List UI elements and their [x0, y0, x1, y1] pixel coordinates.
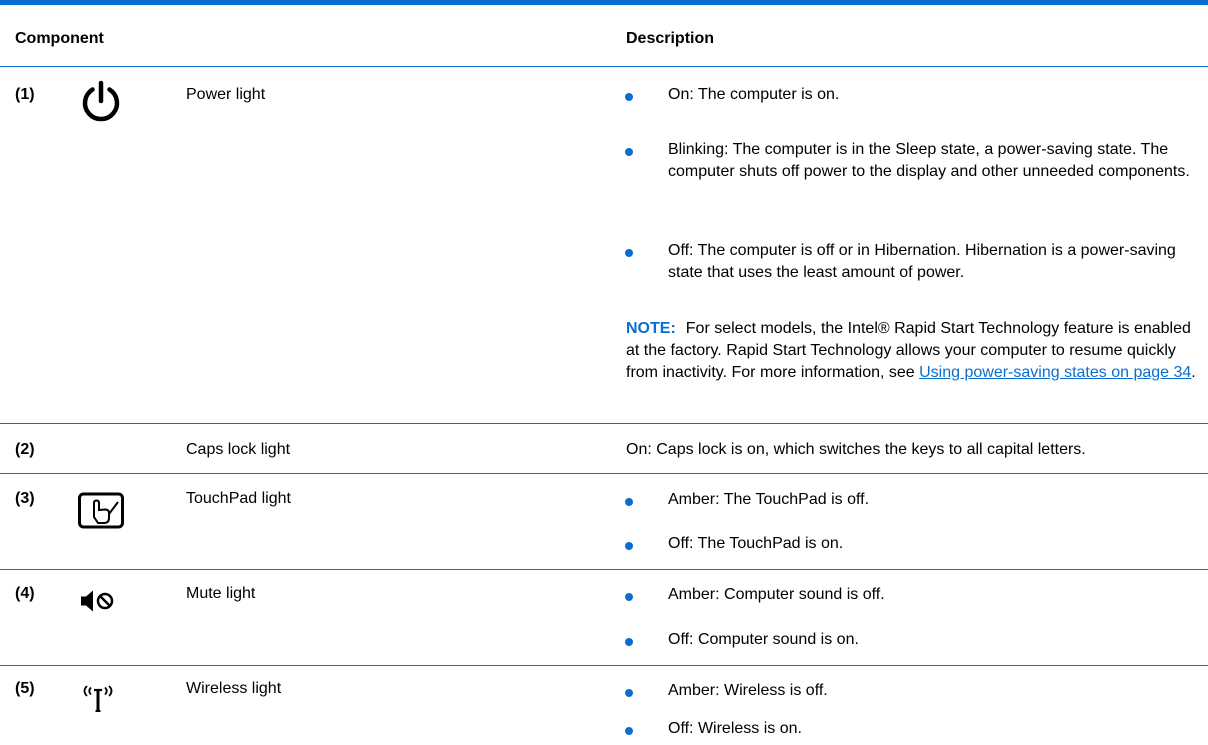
- mute-icon: [80, 589, 114, 613]
- bullet-text: Off: Wireless is on.: [668, 720, 802, 737]
- note-end: .: [1191, 364, 1196, 381]
- row-divider: [0, 665, 1208, 666]
- bullet-text: Blinking: The computer is in the Sleep state, a power-saving state. The computer shuts off power to the display and other unneeded components.: [668, 141, 1190, 180]
- bullet-dot: [625, 249, 633, 257]
- bullet-text: On: The computer is on.: [668, 86, 840, 103]
- component-name: Wireless light: [186, 680, 282, 697]
- bullet-text: Amber: Wireless is off.: [668, 682, 828, 699]
- row-number: (2): [15, 441, 35, 458]
- note: [626, 318, 1201, 384]
- bullet-dot: [625, 638, 633, 646]
- bullet-dot: [625, 593, 633, 601]
- bullet-text: Amber: The TouchPad is off.: [668, 491, 870, 508]
- header-divider: [0, 66, 1208, 67]
- header-component: Component: [15, 30, 104, 47]
- bullet-dot: [625, 148, 633, 156]
- row-divider: [0, 569, 1208, 570]
- bullet-text: Off: The TouchPad is on.: [668, 535, 844, 552]
- power-icon: [79, 80, 123, 124]
- bullet-dot: [625, 542, 633, 550]
- bullet-dot: [625, 727, 633, 735]
- bullet-text: Amber: Computer sound is off.: [668, 586, 885, 603]
- bullet-dot: [625, 498, 633, 506]
- note-link[interactable]: Using power-saving states on page 34: [919, 364, 1192, 381]
- top-rule: [0, 0, 1208, 5]
- bullet-dot: [625, 93, 633, 101]
- note-label: NOTE:: [626, 320, 676, 337]
- wireless-icon: [79, 682, 117, 714]
- component-name: Power light: [186, 86, 266, 103]
- component-name: Caps lock light: [186, 441, 291, 458]
- row-number: (4): [15, 585, 35, 602]
- description-text: On: Caps lock is on, which switches the keys to all capital letters.: [626, 441, 1086, 458]
- row-divider: [0, 423, 1208, 424]
- header-description: Description: [626, 30, 715, 47]
- bullet-text: Off: Computer sound is on.: [668, 631, 859, 648]
- row-number: (3): [15, 490, 35, 507]
- row-number: (1): [15, 86, 35, 103]
- row-divider: [0, 473, 1208, 474]
- bullet-text: Off: The computer is off or in Hibernation. Hibernation is a power-saving state that uses the least amount of power.: [668, 242, 1176, 281]
- component-name: TouchPad light: [186, 490, 291, 507]
- row-number: (5): [15, 680, 35, 697]
- bullet-dot: [625, 689, 633, 697]
- note-text: For select models, the Intel® Rapid Start Technology feature is enabled at the factory. Rapid Start Technology allows your computer to resume quickly from inactivity. For more information, see: [626, 320, 1191, 381]
- touchpad-icon: [77, 491, 125, 531]
- component-name: Mute light: [186, 585, 256, 602]
